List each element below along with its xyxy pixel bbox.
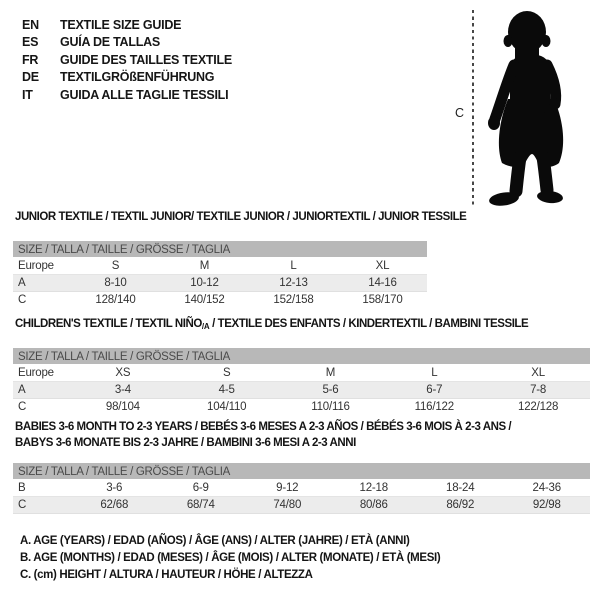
table-cell: 14-16	[338, 275, 427, 292]
row-label: C	[13, 497, 71, 514]
legend-line-c: C. (cm) HEIGHT / ALTURA / HAUTEUR / HÖHE / ALTEZZA	[20, 568, 313, 581]
language-code: DE	[22, 70, 39, 85]
table-cell: 3-6	[71, 480, 158, 497]
junior-textile-section	[13, 209, 467, 308]
babies-table-title-line2: BABYS 3-6 MONATE BIS 2-3 JAHRE / BAMBINI 3-6 MESI A 2-3 ANNI	[15, 437, 356, 449]
row-label: C	[13, 399, 71, 416]
language-row	[22, 69, 232, 86]
table-cell: 9-12	[244, 480, 331, 497]
table-cell: 18-24	[417, 480, 504, 497]
language-title: GUIDE DES TAILLES TEXTILE	[60, 52, 233, 67]
table-cell: 7-8	[486, 382, 590, 399]
table-cell: 62/68	[71, 497, 158, 514]
row-label: Europe	[13, 258, 71, 275]
table-row	[13, 497, 590, 514]
table-row	[13, 365, 590, 382]
table-cell: 86/92	[417, 497, 504, 514]
table-cell: M	[279, 365, 383, 382]
table-cell: 4-5	[175, 382, 279, 399]
junior-table-title: JUNIOR TEXTILE / TEXTIL JUNIOR/ TEXTILE JUNIOR / JUNIORTEXTIL / JUNIOR TESSILE	[15, 211, 467, 223]
children-size-table	[13, 348, 590, 415]
language-code: ES	[22, 35, 39, 50]
table-cell: 6-7	[382, 382, 486, 399]
table-row	[13, 382, 590, 399]
table-cell: 12-13	[249, 275, 338, 292]
table-cell: 140/152	[160, 292, 249, 309]
table-row	[13, 399, 590, 416]
language-code: FR	[22, 52, 39, 67]
table-cell: 12-18	[331, 480, 418, 497]
language-title: TEXTILE SIZE GUIDE	[60, 18, 182, 32]
language-code: IT	[22, 87, 33, 102]
height-measure-label: C	[455, 106, 465, 120]
height-measure-dashed-line	[472, 10, 474, 206]
table-row	[13, 292, 427, 309]
table-cell: S	[175, 365, 279, 382]
children-textile-section	[13, 316, 590, 415]
table-cell: 122/128	[486, 399, 590, 416]
table-cell: XL	[338, 258, 427, 275]
table-cell: XS	[71, 365, 175, 382]
table-cell: 98/104	[71, 399, 175, 416]
table-cell: 24-36	[504, 480, 591, 497]
table-cell: 68/74	[158, 497, 245, 514]
language-title: GUÍA DE TALLAS	[60, 35, 160, 50]
language-code: EN	[22, 18, 39, 32]
babies-size-table	[13, 463, 590, 514]
table-cell: 5-6	[279, 382, 383, 399]
table-cell: XL	[486, 365, 590, 382]
table-cell: 74/80	[244, 497, 331, 514]
row-label: Europe	[13, 365, 71, 382]
babies-table-title-line1: BABIES 3-6 MONTH TO 2-3 YEARS / BEBÉS 3-6 MESES A 2-3 AÑOS / BÉBÉS 3-6 MOIS À 2-3 ANS /	[15, 421, 512, 433]
table-cell: L	[249, 258, 338, 275]
table-cell: 3-4	[71, 382, 175, 399]
junior-size-table	[13, 241, 427, 308]
row-label: B	[13, 480, 71, 497]
size-header-bar: SIZE / TALLA / TAILLE / GRÖSSE / TAGLIA	[13, 241, 427, 258]
legend-line-a: A. AGE (YEARS) / EDAD (AÑOS) / ÂGE (ANS) / ALTER (JAHRE) / ETÀ (ANNI)	[20, 535, 410, 547]
table-cell: 110/116	[279, 399, 383, 416]
table-row	[13, 258, 427, 275]
language-title-list	[22, 17, 232, 104]
table-cell: 10-12	[160, 275, 249, 292]
language-row	[22, 34, 232, 51]
table-cell: 128/140	[71, 292, 160, 309]
table-cell: 158/170	[338, 292, 427, 309]
table-cell: 104/110	[175, 399, 279, 416]
title-subscript: /A	[201, 322, 210, 331]
language-row	[22, 52, 232, 69]
table-row	[13, 480, 590, 497]
table-cell: M	[160, 258, 249, 275]
table-cell: 6-9	[158, 480, 245, 497]
table-cell: 116/122	[382, 399, 486, 416]
measurement-legend	[20, 533, 440, 584]
language-row	[22, 87, 232, 104]
table-cell: 8-10	[71, 275, 160, 292]
table-row	[13, 275, 427, 292]
language-title: GUIDA ALLE TAGLIE TESSILI	[60, 87, 229, 102]
size-header-bar: SIZE / TALLA / TAILLE / GRÖSSE / TAGLIA	[13, 463, 590, 480]
row-label: C	[13, 292, 71, 309]
table-cell: 80/86	[331, 497, 418, 514]
language-row	[22, 17, 232, 34]
table-cell: 92/98	[504, 497, 591, 514]
table-cell: S	[71, 258, 160, 275]
row-label: A	[13, 382, 71, 399]
table-cell: L	[382, 365, 486, 382]
language-title: TEXTILGRÖßENFÜHRUNG	[60, 70, 215, 85]
title-text: / TEXTILE DES ENFANTS / KINDERTEXTIL / BAMBINI TESSILE	[209, 318, 529, 330]
children-table-title	[15, 316, 590, 335]
row-label: A	[13, 275, 71, 292]
title-text: CHILDREN'S TEXTILE / TEXTIL NIÑO	[15, 318, 202, 330]
babies-textile-section	[13, 419, 590, 514]
legend-line-b: B. AGE (MONTHS) / EDAD (MESES) / ÂGE (MOIS) / ALTER (MONATE) / ETÀ (MESI)	[20, 551, 441, 564]
size-header-bar: SIZE / TALLA / TAILLE / GRÖSSE / TAGLIA	[13, 348, 590, 365]
table-cell: 152/158	[249, 292, 338, 309]
toddler-silhouette-icon	[484, 7, 600, 209]
